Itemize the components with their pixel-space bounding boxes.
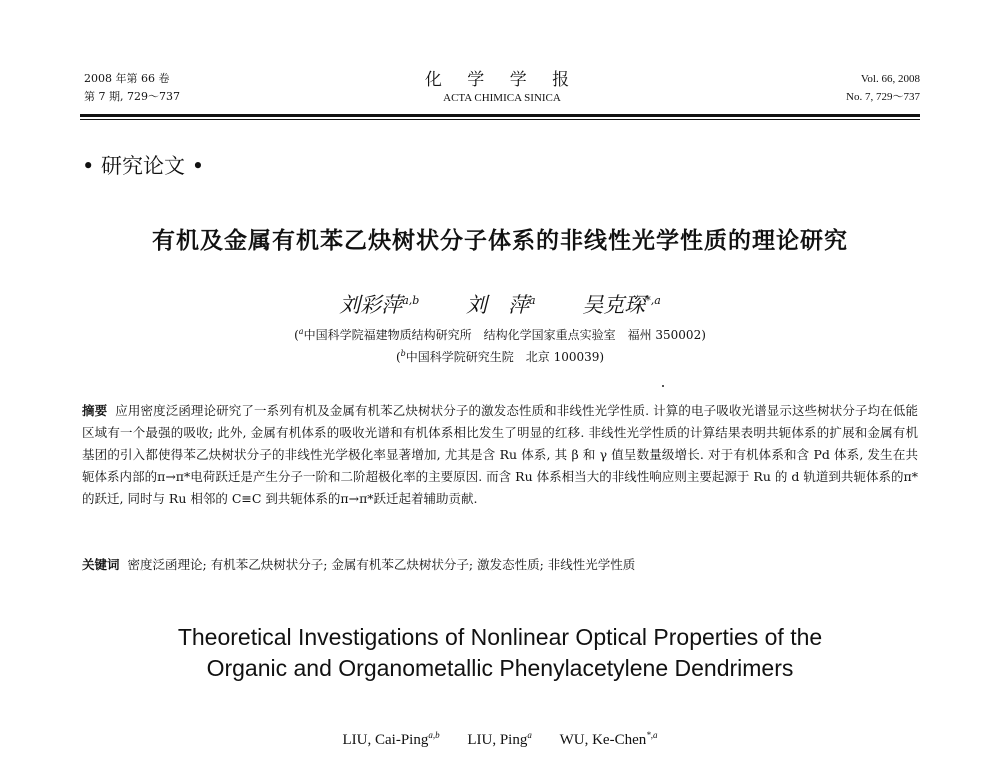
year-volume: 2008 年第 66 卷 [84,72,170,85]
header-right [846,70,920,106]
author-cn-name: 吴克琛 [582,293,646,317]
abstract-label: 摘要 [82,403,108,418]
authors-cn [0,289,1000,319]
author-cn [339,289,419,319]
author-cn-name: 刘彩萍 [339,293,403,317]
article-title-cn: 有机及金属有机苯乙炔树状分子体系的非线性光学性质的理论研究 [152,228,848,254]
issue-en: No. 7, 729～737 [846,91,920,103]
abstract-cn [82,400,918,510]
author-en [343,730,440,749]
authors-en [0,730,1000,749]
author-cn [582,289,661,319]
header-rule-thick [80,114,920,117]
issue-pages-cn: 第 7 期, 729～737 [84,90,180,103]
keywords-label: 关键词 [82,557,120,572]
author-en-sup: *,a [646,730,658,740]
author-cn-name: 刘 萍 [465,293,529,317]
title-en-line2: Organic and Organometallic Phenylacetylene Dendrimers [206,655,794,681]
speck-mark [662,385,664,387]
author-cn-sup: a,b [402,294,420,307]
journal-title-en: ACTA CHIMICA SINICA [443,92,561,104]
author-en [560,730,658,749]
author-en-sup: a [527,730,532,740]
keywords-cn [82,554,918,576]
volume-en: Vol. 66, 2008 [860,73,920,85]
author-cn-sup: *,a [645,294,661,307]
title-en-line1: Theoretical Investigations of Nonlinear Optical Properties of the [177,624,823,650]
affiliation-a: ($^a$中国科学院福建物质结构研究所 结构化学国家重点实验室 福州 350002) [294,327,706,342]
author-en-sup: a,b [428,730,440,740]
column-label: • 研究论文 • [82,154,205,178]
journal-title-cn: 化 学 学 报 [424,70,580,90]
author-en-name: LIU, Ping [467,732,528,748]
header-rule-thin [80,119,920,120]
article-title-en [0,622,1000,684]
author-cn [466,289,536,319]
header-center [84,70,920,106]
keywords-text: 密度泛函理论; 有机苯乙炔树状分子; 金属有机苯乙炔树状分子; 激发态性质; 非线性光学性质 [127,557,636,572]
journal-header [84,70,920,110]
author-en [467,730,532,749]
author-en-name: LIU, Cai-Ping [342,732,429,748]
author-en-name: WU, Ke-Chen [559,732,647,748]
affiliation-b: ($^b$中国科学院研究生院 北京 100039) [395,349,605,364]
author-cn-sup: a [528,294,536,307]
abstract-text: 应用密度泛函理论研究了一系列有机及金属有机苯乙炔树状分子的激发态性质和非线性光学性质. 计算的电子吸收光谱显示这些树状分子均在低能区域有一个最强的吸收; 此外, 金属有机体系的吸收光谱和有机体系相比发生了明显的红移. 非线性光学性质的计算结果表明共轭体系的扩展和金属有机基团的引入都使得苯乙炔树状分子的非线性光学极化率显著增加, 尤其是含 Ru 体系, 其 β 和 γ 值呈数量级增长. 对于有机体系和含 Pd 体系, 发生在共轭体系内部的π→π*电荷跃迁是产生分子一阶和二阶超极化率的主要原因. 而含 Ru 体系相当大的非线性响应则主要起源于 Ru 的 d 轨道到共轭体系的π*的跃迁, 同时与 Ru 相邻的 C≡C 到共轭体系的π→π*跃迁起着辅助贡献. [82,403,918,506]
